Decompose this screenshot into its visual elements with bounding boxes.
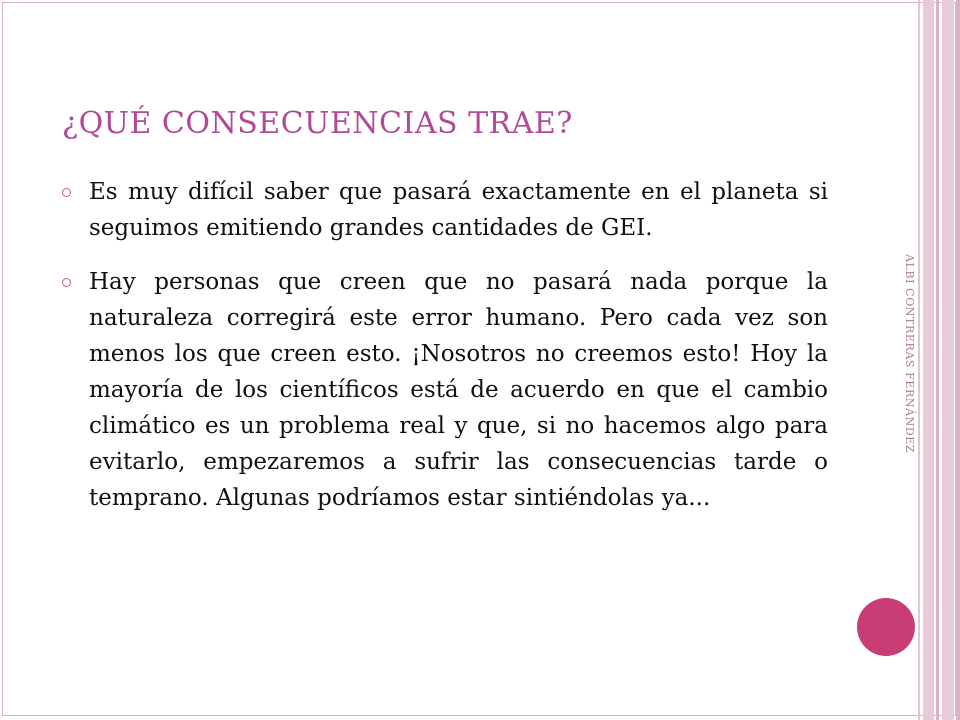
side-stripe — [918, 0, 920, 720]
hollow-circle-bullet-icon — [62, 278, 71, 287]
side-stripe — [942, 0, 954, 720]
side-stripe — [936, 0, 939, 720]
decorative-circle-icon — [857, 598, 915, 656]
hollow-circle-bullet-icon — [62, 188, 71, 197]
bullet-text: Es muy difícil saber que pasará exactamente en el planeta si seguimos emitiendo grandes cantidades de GEI. — [89, 179, 828, 241]
bullet-text: Hay personas que creen que no pasará nada porque la naturaleza corregirá este error humano. Pero cada vez son menos los que creen esto. ¡Nosotros no creemos esto! Hoy la mayoría de los científicos está de acuerdo en que el cambio climático es un problema real y que, si no hacemos algo para evitarlo, empezaremos a sufrir las consecuencias tarde o temprano. Algunas podríamos estar sintiéndolas ya... — [89, 269, 828, 511]
bullet-item — [62, 174, 828, 246]
bullet-item — [62, 264, 828, 516]
side-stripe — [956, 0, 960, 720]
slide-title: ¿QUÉ CONSECUENCIAS TRAE? — [62, 106, 573, 141]
bullet-list — [62, 174, 828, 534]
side-stripe — [923, 0, 934, 720]
author-footer: ALBI CONTRERAS FERNÁNDEZ — [903, 254, 916, 454]
